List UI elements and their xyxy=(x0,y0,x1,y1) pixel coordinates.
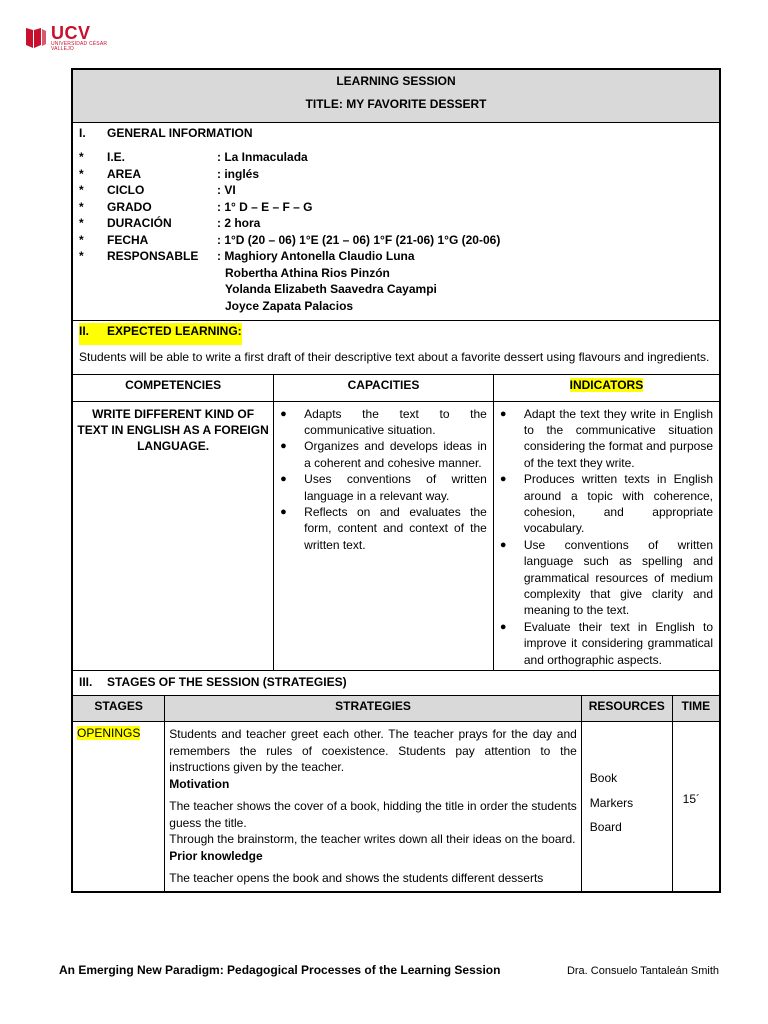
list-item: ● Adapts the text to the communicative situation. xyxy=(280,406,487,437)
resource-item: Board xyxy=(589,820,622,834)
responsible-name: Yolanda Elizabeth Saavedra Cayampi xyxy=(225,282,437,296)
logo-text: UCV xyxy=(51,23,91,43)
indicators-cell xyxy=(493,401,719,670)
strategies-cell xyxy=(165,722,582,891)
list-item: ● Use conventions of written language such as spelling and grammatical resources of medium complexity that give clarity and meaning to the text. xyxy=(499,537,713,618)
stages-table xyxy=(73,695,719,891)
section-title: STAGES OF THE SESSION (STRATEGIES) xyxy=(107,675,347,689)
strategies-header: STRATEGIES xyxy=(165,696,582,722)
capacities-header: CAPACITIES xyxy=(274,375,494,401)
stage-name: OPENINGS xyxy=(77,726,141,740)
competencies-table xyxy=(73,374,719,670)
info-row: * FECHA : 1°D (20 – 06) 1°E (21 – 06) 1°F (21-06) 1°G (20-06) xyxy=(79,232,501,247)
stages-section xyxy=(73,670,719,891)
list-item: ● Reflects on and evaluates the form, content and context of the written text. xyxy=(280,504,487,552)
list-item: ● Organizes and develops ideas in a coherent and cohesive manner. xyxy=(280,439,487,470)
logo-subtext: UNIVERSIDAD CÉSAR VALLEJO xyxy=(51,41,108,52)
section-number: II. xyxy=(79,324,90,338)
stages-header: STAGES xyxy=(73,696,165,722)
footer-title: An Emerging New Paradigm: Pedagogical Processes of the Learning Session xyxy=(59,963,501,977)
prior-knowledge-heading: Prior knowledge xyxy=(169,848,263,863)
learning-session-document xyxy=(71,68,721,893)
indicators-header: INDICATORS xyxy=(493,375,719,401)
section-title: EXPECTED LEARNING: xyxy=(107,324,242,338)
section-title: GENERAL INFORMATION xyxy=(107,126,253,140)
resources-header: RESOURCES xyxy=(581,696,672,722)
section-number: III. xyxy=(79,675,93,689)
competency-cell: WRITE DIFFERENT KIND OF TEXT IN ENGLISH AS A FOREIGN LANGUAGE. xyxy=(77,406,269,453)
list-item: ● Evaluate their text in English to improve it considering grammatical and orthographic aspects. xyxy=(499,619,713,667)
time-cell xyxy=(672,722,719,891)
info-row: * I.E. : La Inmaculada xyxy=(79,150,308,164)
info-row: * CICLO : VI xyxy=(79,183,236,197)
expected-learning-section xyxy=(73,320,719,374)
stage-cell xyxy=(73,722,165,891)
responsible-name: Robertha Athina Rios Pinzón xyxy=(225,265,390,280)
strategy-text: The teacher opens the book and shows the students different desserts xyxy=(169,871,544,885)
footer-author: Dra. Consuelo Tantaleán Smith xyxy=(566,965,719,977)
info-row: * AREA : inglés xyxy=(79,166,260,181)
time-header: TIME xyxy=(672,696,719,722)
resource-item: Book xyxy=(589,771,618,785)
page-footer xyxy=(59,963,719,977)
responsible-name: Joyce Zapata Palacios xyxy=(225,298,354,313)
list-item: ● Uses conventions of written language in a relevant way. xyxy=(280,472,487,503)
university-logo xyxy=(25,23,108,52)
info-row: * RESPONSABLE : Maghiory Antonella Claudio Luna xyxy=(79,249,415,263)
capacities-cell xyxy=(274,401,494,670)
ucv-shield-icon xyxy=(25,26,47,50)
time-value: 15´ xyxy=(682,792,700,806)
strategy-text: Students and teacher greet each other. The teacher prays for the day and remembers the rules of coexistence. Students pay attention to the instructions given by the teacher. xyxy=(169,727,577,774)
resources-cell xyxy=(581,722,672,891)
list-item: ● Adapt the text they write in English to the communicative situation considering the format and purpose of the text they write. xyxy=(499,406,713,470)
motivation-heading: Motivation xyxy=(169,776,230,791)
document-header xyxy=(73,70,719,122)
resource-item: Markers xyxy=(589,795,634,810)
competencies-header: COMPETENCIES xyxy=(73,375,274,401)
session-label: LEARNING SESSION xyxy=(336,74,456,88)
strategy-text: Through the brainstorm, the teacher writes down all their ideas on the board. xyxy=(169,832,576,846)
expected-learning-text: Students will be able to write a first draft of their descriptive text about a favorite dessert using flavours and ingredients. xyxy=(79,350,710,364)
general-information-section xyxy=(73,122,719,320)
info-row: * DURACIÓN : 2 hora xyxy=(79,216,261,230)
strategy-text: The teacher shows the cover of a book, hidding the title in order the students guess the title. xyxy=(169,799,577,830)
list-item: ● Produces written texts in English around a topic with coherence, cohesion, and appropriate vocabulary. xyxy=(499,472,713,536)
info-row: * GRADO : 1° D – E – F – G xyxy=(79,199,313,214)
session-title: TITLE: MY FAVORITE DESSERT xyxy=(305,97,487,111)
section-number: I. xyxy=(79,126,86,140)
